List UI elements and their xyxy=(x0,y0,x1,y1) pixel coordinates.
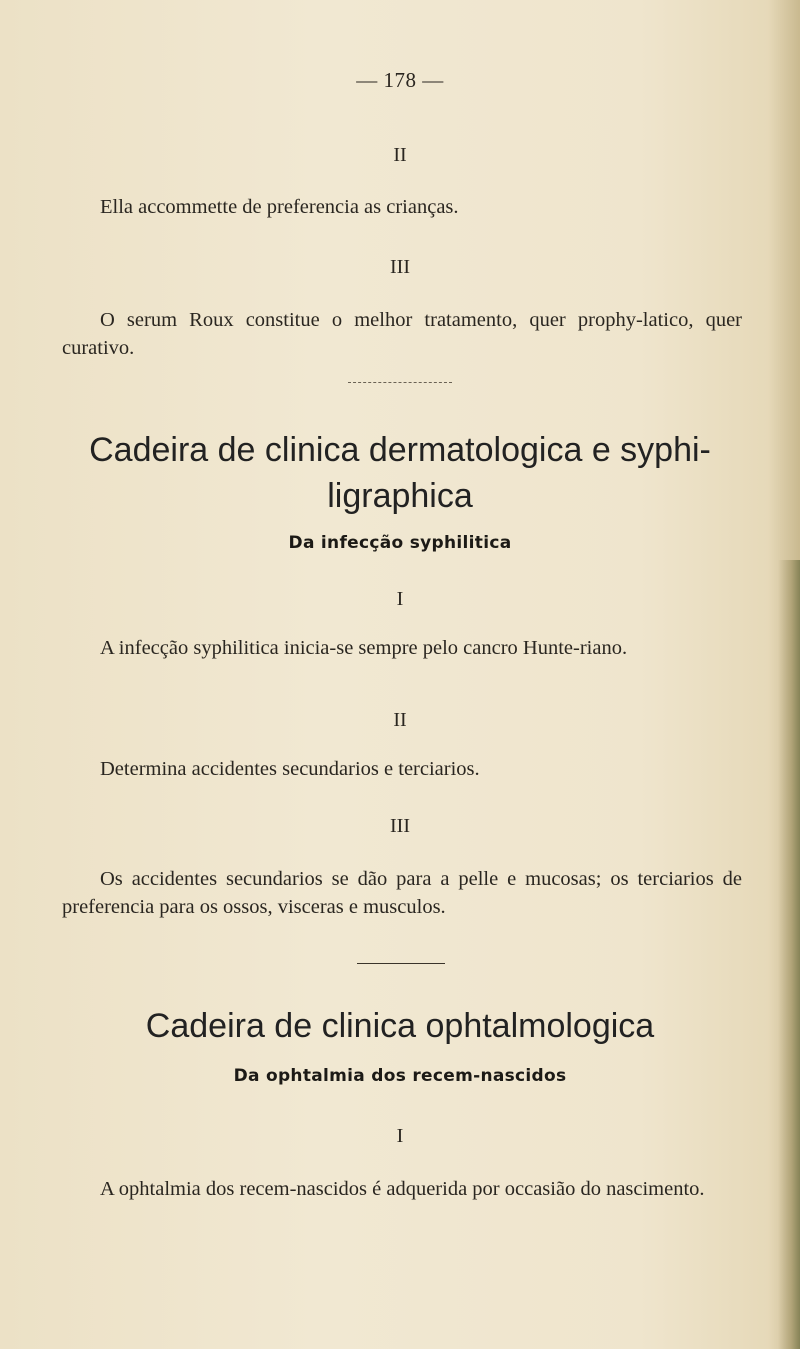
numeral-iii: III xyxy=(390,815,410,837)
section-heading: Cadeira de clinica ophtalmologica xyxy=(145,1007,655,1045)
numeral-i: I xyxy=(396,1125,404,1147)
proposition-text: Ella accommette de preferencia as crianças. xyxy=(100,196,459,218)
numeral-i: I xyxy=(396,588,404,610)
numeral-ii: II xyxy=(393,144,407,166)
section-divider xyxy=(348,382,452,383)
proposition-text: A infecção syphilitica inicia-se sempre pelo cancro Hunte-riano. xyxy=(100,637,628,659)
page-edge-shadow xyxy=(778,560,800,1349)
proposition-text: A ophtalmia dos recem-nascidos é adquerida por occasião do nascimento. xyxy=(100,1178,705,1200)
section-subheading: Da infecção syphilitica xyxy=(288,533,512,553)
section-divider xyxy=(357,963,445,964)
section-subheading: Da ophtalmia dos recem-nascidos xyxy=(233,1066,567,1086)
page-number: — 178 — xyxy=(356,68,444,92)
numeral-ii: II xyxy=(393,709,407,731)
section-heading-line2: ligraphica xyxy=(327,477,473,515)
numeral-iii: III xyxy=(390,256,410,278)
proposition-text: O serum Roux constitue o melhor tratamento, quer prophy-latico, quer curativo. xyxy=(62,309,742,359)
proposition-text: Os accidentes secundarios se dão para a pelle e mucosas; os terciarios de preferencia para os ossos, visceras e musculos. xyxy=(62,868,742,918)
section-heading-line1: Cadeira de clinica dermatologica e syphi- xyxy=(89,431,711,469)
proposition-text: Determina accidentes secundarios e terciarios. xyxy=(100,758,480,780)
